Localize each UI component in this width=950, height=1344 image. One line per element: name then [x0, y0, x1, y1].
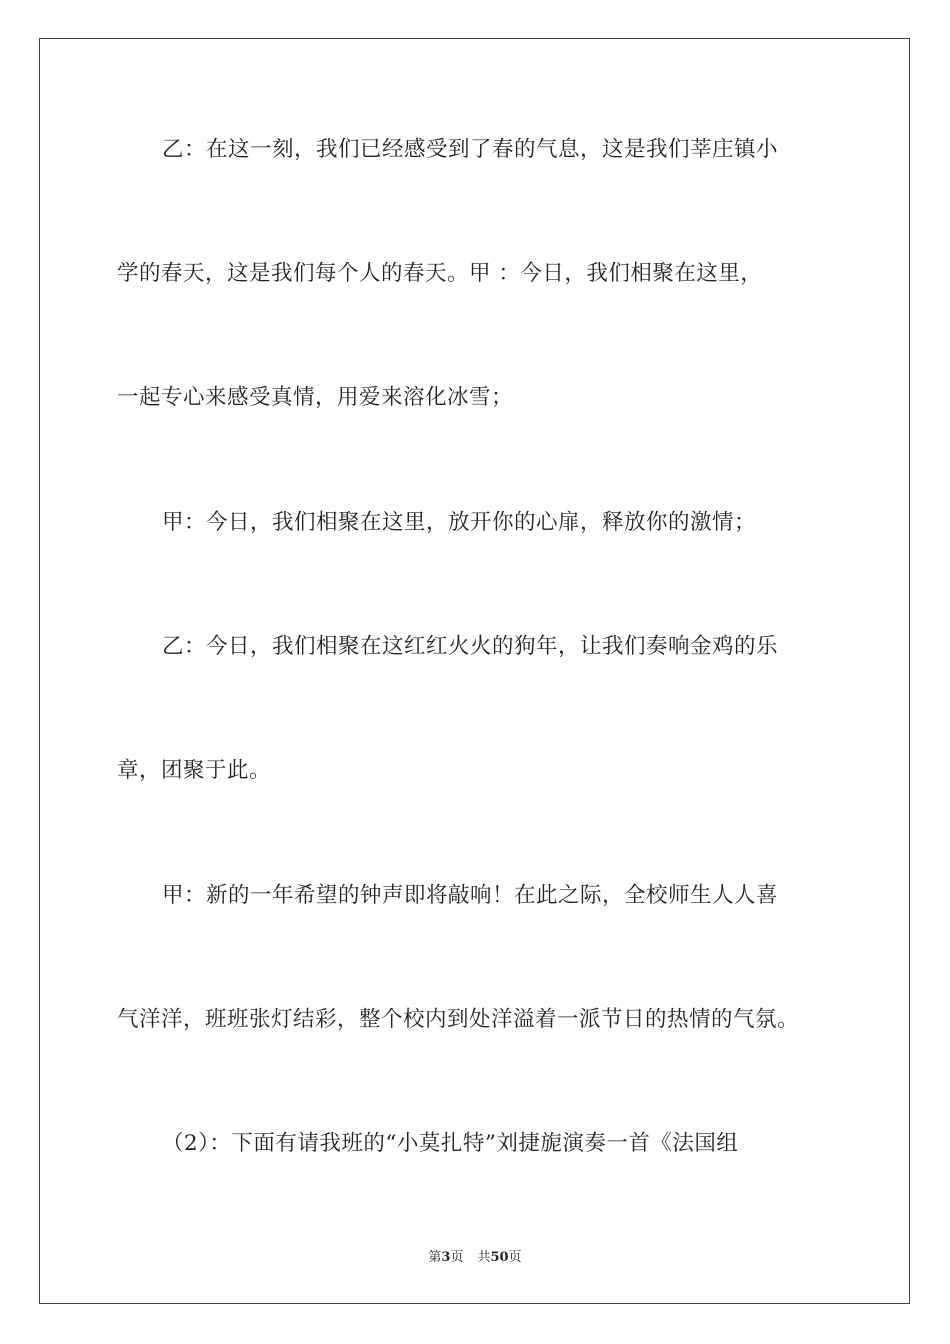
paragraph-line-5: 乙：今日，我们相聚在这红红火火的狗年，让我们奏响金鸡的乐 [162, 634, 779, 659]
total-prefix: 共 [477, 1250, 491, 1265]
page-border [39, 38, 910, 1304]
page-footer [0, 1246, 950, 1265]
paragraph-line-9: （2）：下面有请我班的“小莫扎特”刘捷旎演奏一首《法国组 [162, 1131, 739, 1156]
paragraph-line-8: 气洋洋，班班张灯结彩，整个校内到处洋溢着一派节日的热情的气氛。 [117, 1007, 800, 1032]
paragraph-line-4: 甲：今日，我们相聚在这里，放开你的心扉，释放你的激情； [162, 510, 757, 535]
paragraph-line-3: 一起专心来感受真情，用爱来溶化冰雪； [117, 385, 514, 410]
paragraph-line-6: 章，团聚于此。 [117, 758, 272, 783]
total-suffix: 页 [508, 1250, 522, 1265]
paragraph-line-2: 学的春天，这是我们每个人的春天。甲 ：今日，我们相聚在这里， [117, 261, 763, 286]
page-number: 3 [441, 1250, 451, 1265]
page-prefix: 第 [428, 1250, 442, 1265]
paragraph-line-7: 甲：新的一年希望的钟声即将敲响！在此之际，全校师生人人喜 [162, 883, 779, 908]
page-suffix: 页 [450, 1250, 464, 1265]
paragraph-line-1: 乙：在这一刻，我们已经感受到了春的气息，这是我们莘庄镇小 [162, 137, 779, 162]
total-pages: 50 [490, 1250, 509, 1265]
